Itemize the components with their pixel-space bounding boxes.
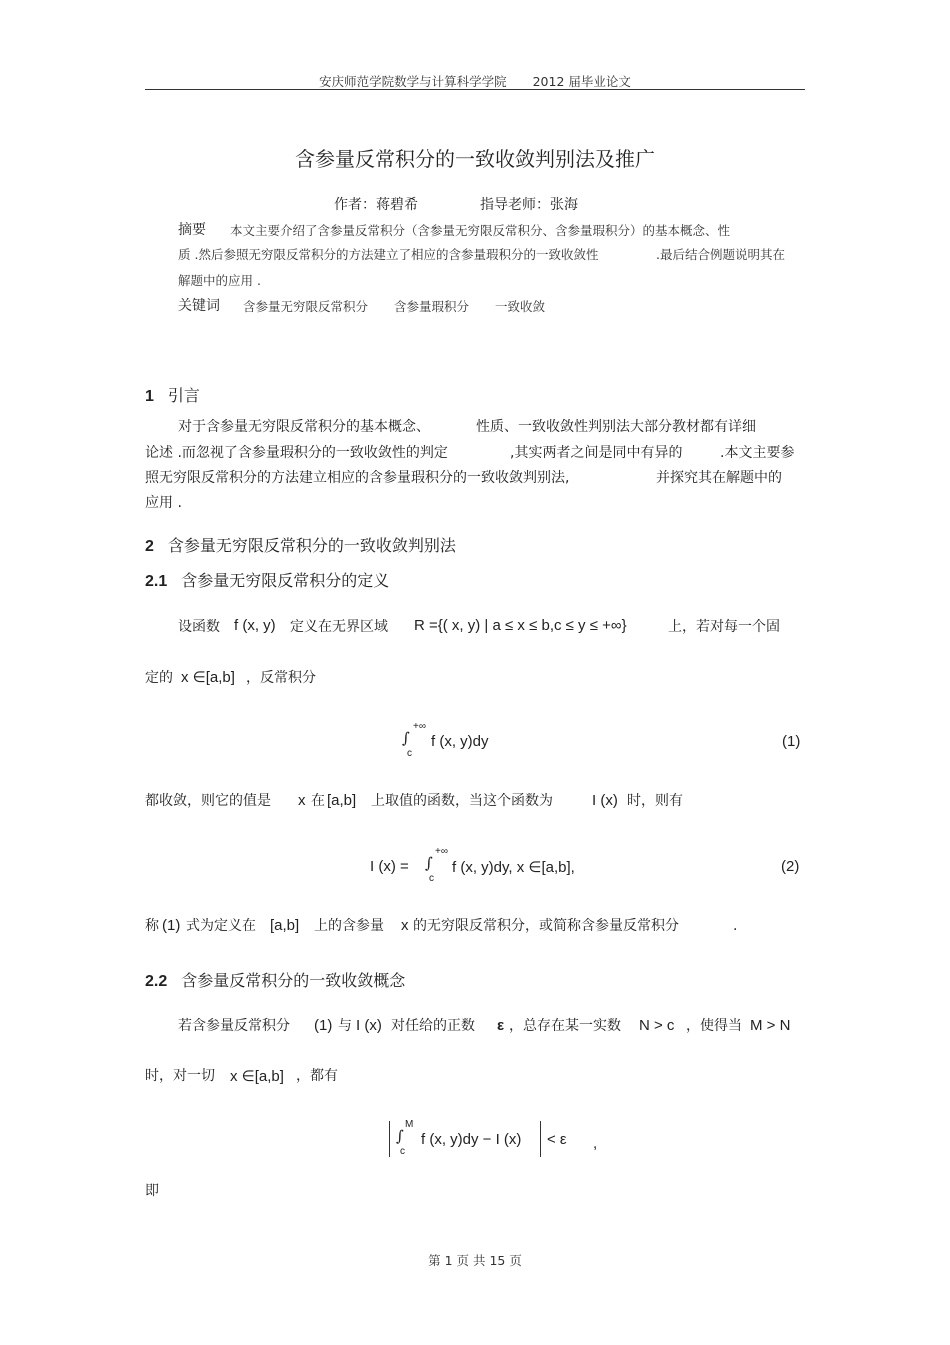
section-title: 含参量无穷限反常积分的一致收敛判别法: [167, 536, 456, 555]
uc-text-1g: ，总存在某一实数: [509, 1018, 621, 1034]
intro-line-3b: 并探究其在解题中的: [656, 470, 782, 486]
eq1-upper-limit: +∞: [413, 721, 426, 732]
def-math-region: R ={( x, y) | a ≤ x ≤ b,c ≤ y ≤ +∞}: [414, 617, 627, 634]
abstract-line-2a: 质 .然后参照无穷限反常积分的方法建立了相应的含参量瑕积分的一致收敛性: [178, 247, 599, 262]
authors-line: [334, 194, 578, 214]
author-name: 作者：蒋碧希: [334, 197, 418, 213]
uc-math-x-in-ab: x ∈[a,b]: [230, 1068, 284, 1085]
uc-text-3: 即: [145, 1183, 159, 1199]
uc-text-1c: 与: [338, 1018, 352, 1034]
uc-eq-upper-limit: M: [405, 1119, 414, 1130]
eq2-upper-limit: +∞: [435, 846, 448, 857]
def-text-3g: 时，则有: [627, 793, 683, 809]
def-text-1c: 定义在无界区域: [290, 619, 388, 635]
supervisor-name: 指导老师：张海: [480, 197, 578, 213]
header-rule: [145, 89, 805, 90]
def-math-x-in-ab: x ∈[a,b]: [181, 669, 235, 686]
def-math-Ix: I (x): [592, 792, 618, 809]
uc-eq-lower-limit: c: [400, 1146, 405, 1157]
def-text-4g: 的无穷限反常积分，或简称含参量反常积分: [413, 918, 679, 934]
def-text-3e: 上取值的函数，当这个函数为: [371, 793, 553, 809]
uc-eq-comma: ,: [593, 1135, 598, 1152]
uc-math-Ix: I (x): [356, 1017, 382, 1034]
uc-text-1e: 对任给的正数: [391, 1018, 475, 1034]
def-text-4e: 上的含参量: [314, 918, 384, 934]
eq2-lower-limit: c: [429, 873, 434, 884]
intro-line-1a: 对于含参量无穷限反常积分的基本概念、: [178, 419, 430, 435]
eq1-lower-limit: c: [407, 748, 412, 759]
def-math-x-2: x: [401, 917, 409, 934]
section-number: 2: [145, 538, 154, 555]
header-school: 安庆师范学院数学与计算科学学院: [319, 74, 507, 89]
abstract-line-1: 本文主要介绍了含参量反常积分（含参量无穷限反常积分、含参量瑕积分）的基本概念、性: [230, 223, 731, 238]
uc-math-N-gt-c: N > c: [639, 1017, 675, 1034]
def-text-2c: ，反常积分: [246, 670, 316, 686]
integral-sign: ∫: [402, 729, 410, 747]
page-footer: 第 1 页 共 15 页: [428, 1253, 522, 1268]
paper-title: 含参量反常积分的一致收敛判别法及推广: [295, 147, 655, 171]
running-header: [0, 72, 950, 90]
abstract-label: 摘要: [178, 222, 206, 238]
section-number: 2.1: [145, 573, 168, 590]
def-text-1a: 设函数: [178, 619, 220, 635]
abstract-line-2b: .最后结合例题说明其在: [656, 247, 785, 262]
uc-math-eps: ε: [497, 1017, 505, 1034]
keyword: 一致收敛: [495, 299, 546, 314]
intro-line-2c: .本文主要参: [720, 445, 795, 461]
def-text-2a: 定的: [145, 670, 173, 686]
section-2-1-heading: [145, 568, 389, 591]
header-year: 2012 届毕业论文: [532, 74, 631, 89]
intro-line-1b: 性质、一致收敛性判别法大部分教材都有详细: [476, 419, 756, 435]
intro-line-4: 应用 .: [145, 495, 182, 511]
uc-eq-relation: < ε: [547, 1131, 567, 1148]
uc-text-1a: 若含参量反常积分: [178, 1018, 290, 1034]
section-number: 2.2: [145, 973, 168, 990]
def-text-3c: 在: [311, 793, 325, 809]
uc-math-M-gt-N: M > N: [750, 1017, 791, 1034]
def-text-4a: 称: [145, 918, 159, 934]
intro-line-2b: ,其实两者之间是同中有异的: [510, 445, 683, 461]
uc-text-1i: ，使得当: [686, 1018, 742, 1034]
section-1-heading: [145, 383, 200, 406]
keyword: 含参量瑕积分: [394, 299, 470, 314]
section-title: 含参量无穷限反常积分的定义: [181, 571, 390, 590]
intro-line-3a: 照无穷限反常积分的方法建立相应的含参量瑕积分的一致收敛判别法,: [145, 470, 570, 486]
def-math-x: x: [298, 792, 306, 809]
eq2-lhs: I (x) =: [370, 858, 409, 875]
def-text-4h: .: [733, 918, 738, 934]
integral-sign: ∫: [396, 1127, 404, 1145]
uc-text-2a: 时，对一切: [145, 1068, 215, 1084]
section-title: 含参量反常积分的一致收敛概念: [181, 971, 406, 990]
uc-text-2c: ，都有: [296, 1068, 338, 1084]
def-math-fxy: f (x, y): [234, 617, 276, 634]
keywords-list: [243, 297, 571, 315]
uc-eq-body: f (x, y)dy − I (x): [421, 1131, 522, 1148]
def-text-1e: 上，若对每一个固: [668, 619, 780, 635]
uc-math-ref1: (1): [314, 1017, 333, 1034]
def-math-ab-2: [a,b]: [270, 917, 300, 934]
section-title: 引言: [167, 386, 200, 405]
section-2-2-heading: [145, 968, 405, 991]
section-number: 1: [145, 388, 154, 405]
eq2-integrand: f (x, y)dy, x ∈[a,b],: [452, 859, 575, 876]
abs-bar-right: [540, 1121, 541, 1157]
def-math-ab: [a,b]: [327, 792, 357, 809]
intro-line-2a: 论述 .而忽视了含参量瑕积分的一致收敛性的判定: [145, 445, 448, 461]
abs-bar-left: [389, 1121, 390, 1157]
keywords-label: 关键词: [178, 298, 220, 314]
eq1-integrand: f (x, y)dy: [431, 733, 489, 750]
def-math-ref1: (1): [162, 917, 181, 934]
abstract-line-3: 解题中的应用 .: [178, 273, 261, 288]
section-2-heading: [145, 533, 456, 556]
integral-sign: ∫: [425, 854, 433, 872]
def-text-3a: 都收敛，则它的值是: [145, 793, 271, 809]
eq2-number: (2): [781, 858, 800, 875]
def-text-4c: 式为定义在: [186, 918, 256, 934]
keyword: 含参量无穷限反常积分: [243, 299, 369, 314]
eq1-number: (1): [782, 733, 801, 750]
